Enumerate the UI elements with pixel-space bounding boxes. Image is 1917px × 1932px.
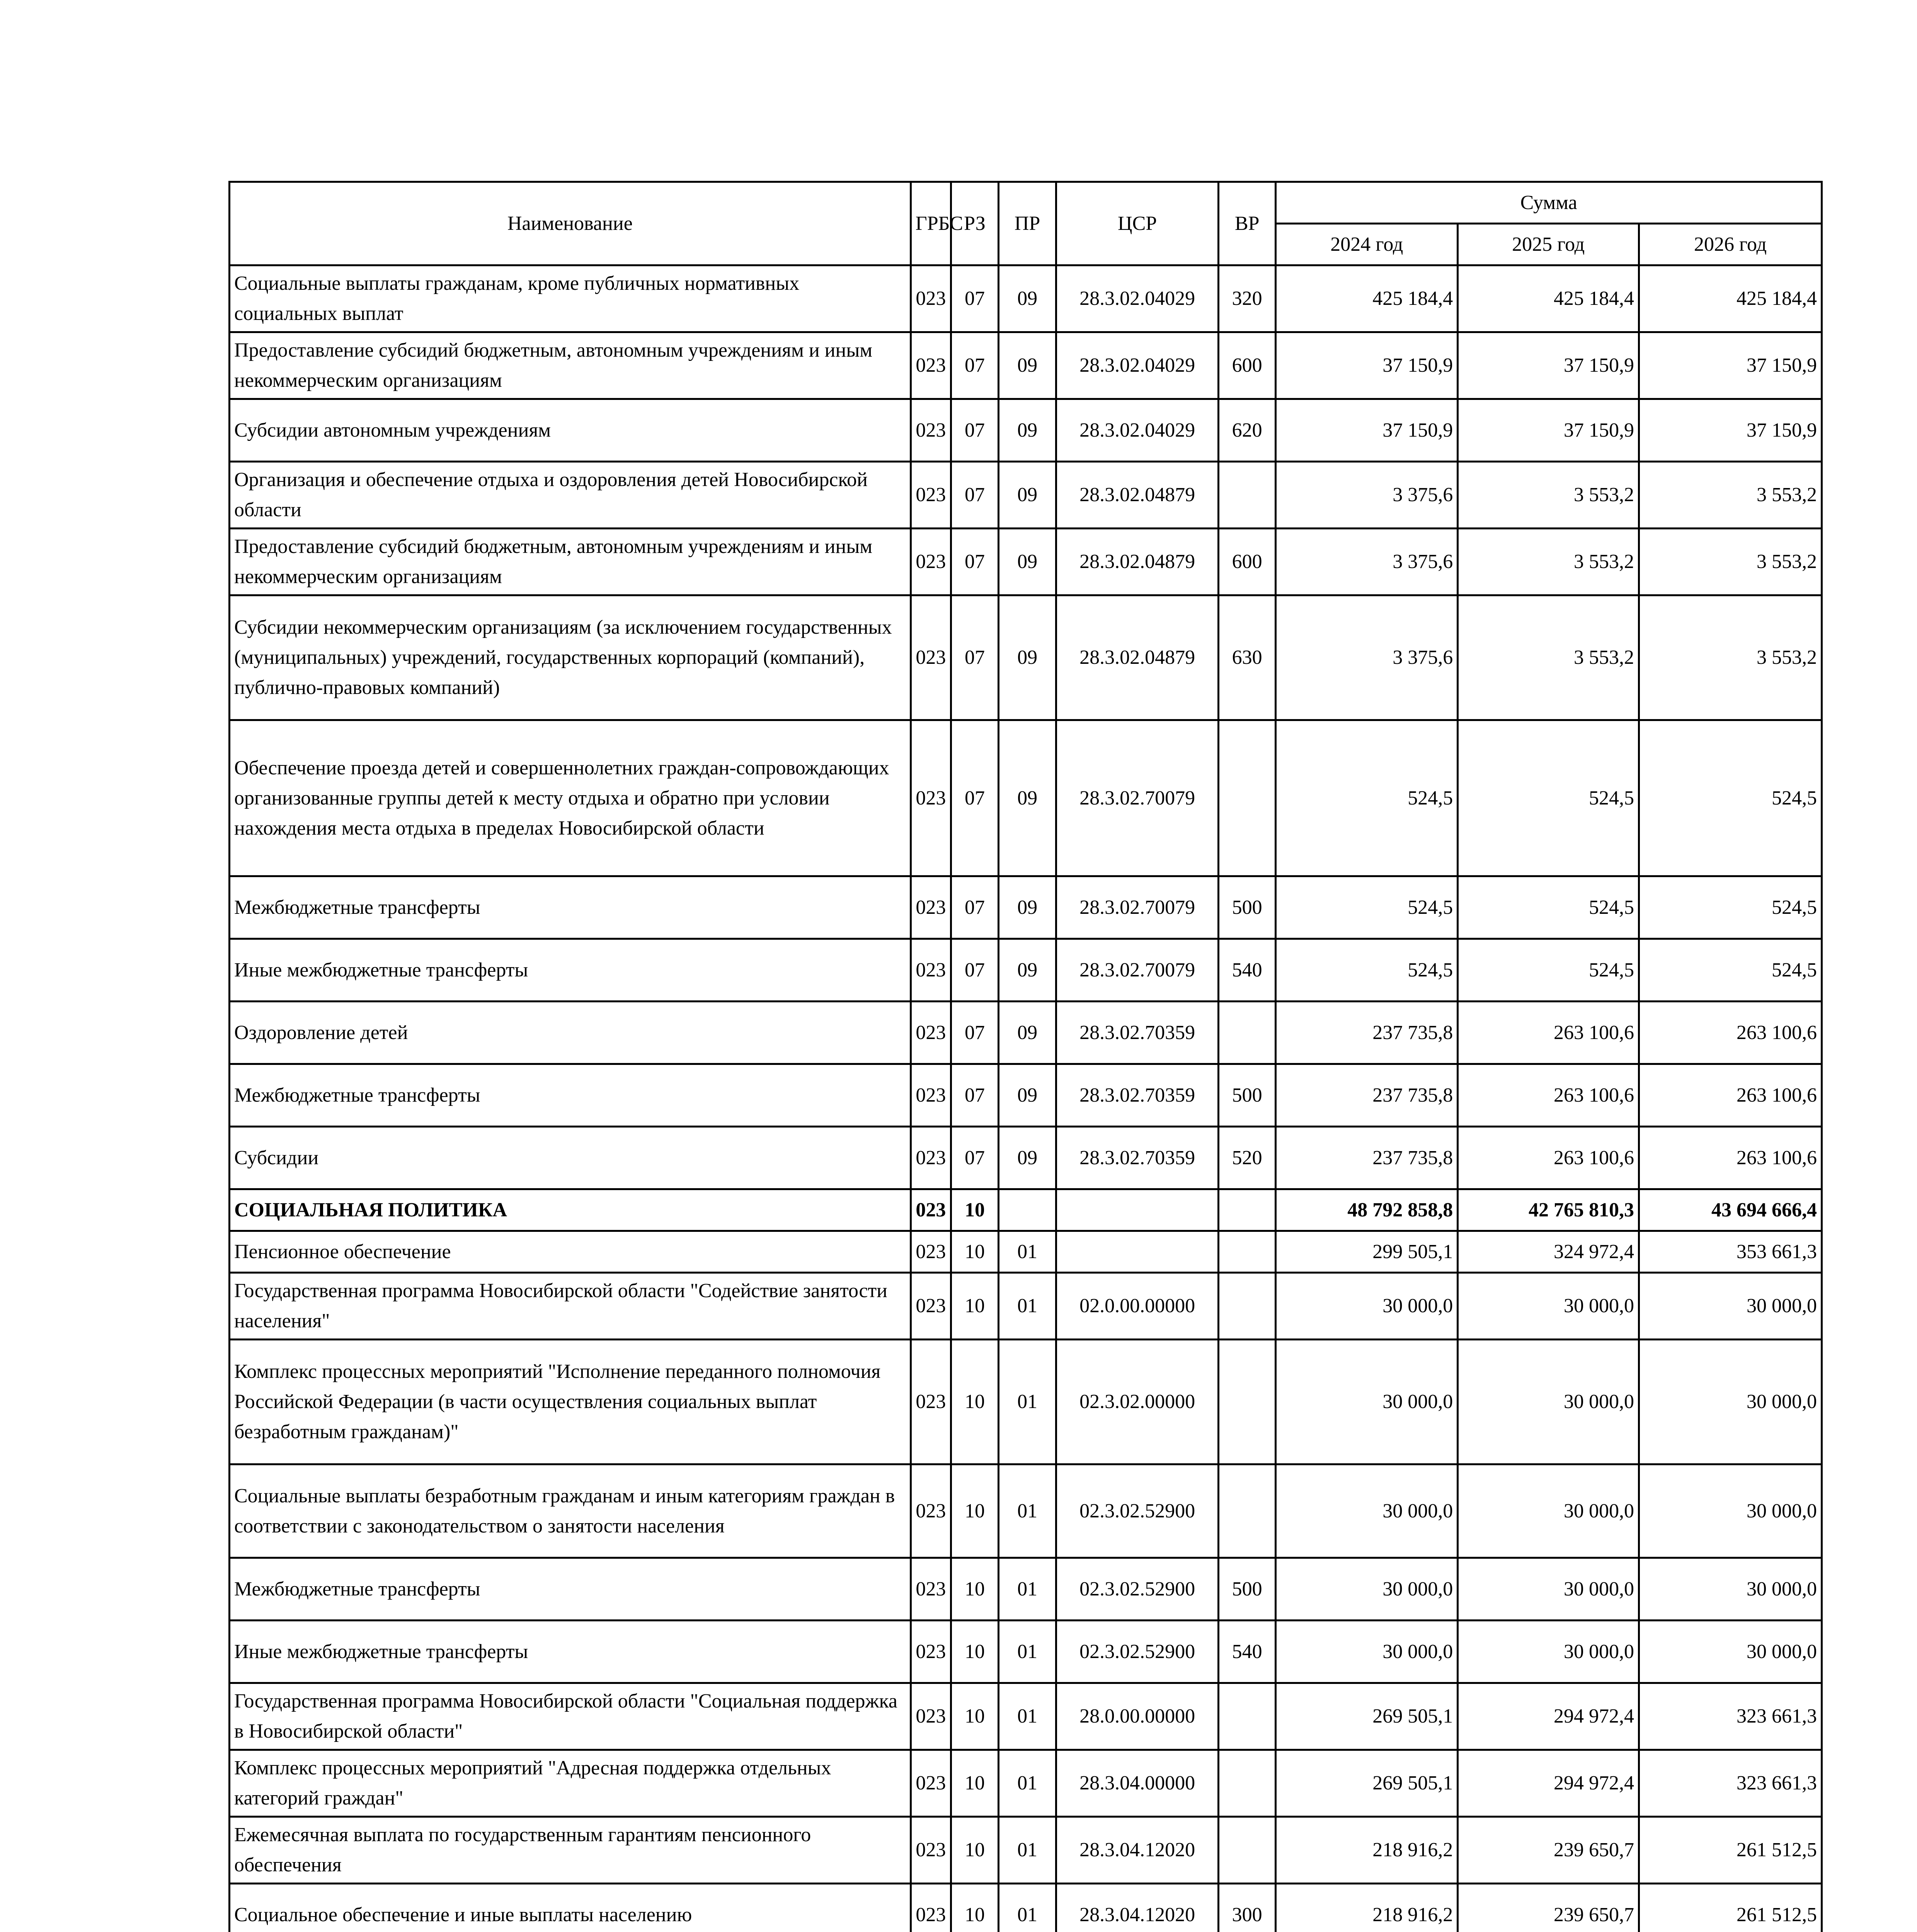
table-row <box>230 939 1822 1002</box>
cell-2024: 218 916,2 <box>1276 1884 1458 1932</box>
cell-vr: 300 <box>1218 1884 1275 1932</box>
cell-name: Субсидии автономным учреждениям <box>230 399 911 462</box>
cell-2025: 239 650,7 <box>1458 1817 1639 1884</box>
table-row <box>230 1817 1822 1884</box>
cell-2024: 269 505,1 <box>1276 1683 1458 1750</box>
cell-rz: 07 <box>951 595 999 720</box>
cell-vr: 320 <box>1218 265 1275 332</box>
cell-2026: 30 000,0 <box>1639 1340 1822 1464</box>
table-row <box>230 1273 1822 1340</box>
cell-grbs: 023 <box>911 1884 951 1932</box>
cell-vr <box>1218 1817 1275 1884</box>
cell-2024: 37 150,9 <box>1276 399 1458 462</box>
table-header <box>230 182 1822 265</box>
cell-2024: 30 000,0 <box>1276 1621 1458 1683</box>
cell-2026: 3 553,2 <box>1639 529 1822 595</box>
cell-2025: 3 553,2 <box>1458 529 1639 595</box>
cell-grbs: 023 <box>911 332 951 399</box>
table-row <box>230 1064 1822 1127</box>
cell-2026: 263 100,6 <box>1639 1064 1822 1127</box>
cell-2026: 43 694 666,4 <box>1639 1189 1822 1231</box>
table-body <box>230 265 1822 1932</box>
cell-2026: 261 512,5 <box>1639 1817 1822 1884</box>
cell-pr: 01 <box>998 1231 1056 1273</box>
header-vr: ВР <box>1218 182 1275 265</box>
table-row <box>230 1127 1822 1189</box>
cell-name: Государственная программа Новосибирской области "Социальная поддержка в Новосибирской области" <box>230 1683 911 1750</box>
cell-2024: 524,5 <box>1276 720 1458 876</box>
cell-name: Предоставление субсидий бюджетным, автономным учреждениям и иным некоммерческим организациям <box>230 332 911 399</box>
cell-csr: 28.3.02.70359 <box>1056 1002 1219 1064</box>
cell-2026: 3 553,2 <box>1639 462 1822 529</box>
cell-2024: 30 000,0 <box>1276 1273 1458 1340</box>
cell-csr: 28.3.02.04879 <box>1056 595 1219 720</box>
cell-csr: 28.3.02.04029 <box>1056 265 1219 332</box>
cell-2026: 353 661,3 <box>1639 1231 1822 1273</box>
cell-rz: 07 <box>951 876 999 939</box>
cell-csr <box>1056 1189 1219 1231</box>
cell-csr: 28.3.04.00000 <box>1056 1750 1219 1817</box>
cell-name: Организация и обеспечение отдыха и оздоровления детей Новосибирской области <box>230 462 911 529</box>
cell-2024: 237 735,8 <box>1276 1002 1458 1064</box>
table-row <box>230 1002 1822 1064</box>
cell-2026: 524,5 <box>1639 720 1822 876</box>
cell-csr: 28.3.02.70079 <box>1056 876 1219 939</box>
cell-grbs: 023 <box>911 462 951 529</box>
cell-2026: 425 184,4 <box>1639 265 1822 332</box>
cell-rz: 07 <box>951 332 999 399</box>
cell-rz: 10 <box>951 1884 999 1932</box>
table-row <box>230 1558 1822 1621</box>
cell-grbs: 023 <box>911 1817 951 1884</box>
cell-rz: 07 <box>951 939 999 1002</box>
cell-2025: 524,5 <box>1458 939 1639 1002</box>
cell-2026: 30 000,0 <box>1639 1558 1822 1621</box>
cell-pr: 01 <box>998 1683 1056 1750</box>
cell-vr <box>1218 1683 1275 1750</box>
cell-rz: 10 <box>951 1621 999 1683</box>
cell-vr: 620 <box>1218 399 1275 462</box>
cell-pr: 09 <box>998 1127 1056 1189</box>
header-grbs: ГРБС <box>911 182 951 265</box>
cell-pr: 01 <box>998 1621 1056 1683</box>
cell-grbs: 023 <box>911 1683 951 1750</box>
table-row <box>230 399 1822 462</box>
cell-2026: 524,5 <box>1639 876 1822 939</box>
cell-vr: 540 <box>1218 939 1275 1002</box>
cell-csr: 28.3.02.70079 <box>1056 720 1219 876</box>
cell-pr: 09 <box>998 720 1056 876</box>
cell-2024: 425 184,4 <box>1276 265 1458 332</box>
cell-2024: 3 375,6 <box>1276 595 1458 720</box>
cell-name: Обеспечение проезда детей и совершеннолетних граждан-сопровождающих организованные группы детей к месту отдыха и обратно при условии нахождения места отдыха в пределах Новосибирской области <box>230 720 911 876</box>
cell-2025: 30 000,0 <box>1458 1558 1639 1621</box>
budget-table <box>228 181 1823 1932</box>
header-sum: Сумма <box>1276 182 1822 224</box>
cell-vr <box>1218 1189 1275 1231</box>
table-row <box>230 1231 1822 1273</box>
cell-2024: 3 375,6 <box>1276 462 1458 529</box>
cell-pr: 01 <box>998 1817 1056 1884</box>
table-row <box>230 1340 1822 1464</box>
cell-2026: 37 150,9 <box>1639 399 1822 462</box>
cell-name: Оздоровление детей <box>230 1002 911 1064</box>
cell-2024: 30 000,0 <box>1276 1558 1458 1621</box>
table-row <box>230 1189 1822 1231</box>
table-row <box>230 1884 1822 1932</box>
cell-grbs: 023 <box>911 876 951 939</box>
cell-rz: 10 <box>951 1189 999 1231</box>
table-row <box>230 332 1822 399</box>
cell-grbs: 023 <box>911 399 951 462</box>
header-year-2025: 2025 год <box>1458 224 1639 265</box>
table-row <box>230 265 1822 332</box>
cell-grbs: 023 <box>911 1464 951 1558</box>
cell-vr <box>1218 1750 1275 1817</box>
cell-vr <box>1218 1464 1275 1558</box>
cell-2025: 425 184,4 <box>1458 265 1639 332</box>
cell-2025: 37 150,9 <box>1458 332 1639 399</box>
cell-name: Социальные выплаты безработным гражданам и иным категориям граждан в соответствии с законодательством о занятости населения <box>230 1464 911 1558</box>
cell-csr: 02.0.00.00000 <box>1056 1273 1219 1340</box>
cell-csr: 28.0.00.00000 <box>1056 1683 1219 1750</box>
cell-2026: 323 661,3 <box>1639 1750 1822 1817</box>
table-row <box>230 876 1822 939</box>
cell-name: Социальное обеспечение и иные выплаты населению <box>230 1884 911 1932</box>
cell-rz: 10 <box>951 1273 999 1340</box>
cell-grbs: 023 <box>911 939 951 1002</box>
cell-rz: 10 <box>951 1558 999 1621</box>
cell-vr: 500 <box>1218 1558 1275 1621</box>
table-row <box>230 1683 1822 1750</box>
table-row <box>230 720 1822 876</box>
cell-name: Социальные выплаты гражданам, кроме публичных нормативных социальных выплат <box>230 265 911 332</box>
cell-name: Межбюджетные трансферты <box>230 1064 911 1127</box>
cell-vr <box>1218 720 1275 876</box>
cell-2026: 30 000,0 <box>1639 1273 1822 1340</box>
cell-2024: 237 735,8 <box>1276 1064 1458 1127</box>
cell-csr: 28.3.02.70079 <box>1056 939 1219 1002</box>
cell-2024: 218 916,2 <box>1276 1817 1458 1884</box>
cell-vr: 520 <box>1218 1127 1275 1189</box>
cell-2026: 30 000,0 <box>1639 1464 1822 1558</box>
cell-grbs: 023 <box>911 1231 951 1273</box>
cell-csr: 28.3.04.12020 <box>1056 1884 1219 1932</box>
cell-pr: 01 <box>998 1750 1056 1817</box>
cell-vr <box>1218 1340 1275 1464</box>
cell-grbs: 023 <box>911 1002 951 1064</box>
cell-grbs: 023 <box>911 1189 951 1231</box>
cell-vr <box>1218 462 1275 529</box>
cell-2024: 30 000,0 <box>1276 1340 1458 1464</box>
cell-2024: 37 150,9 <box>1276 332 1458 399</box>
cell-name: Комплекс процессных мероприятий "Исполнение переданного полномочия Российской Федерации (в части осуществления социальных выплат безработным гражданам)" <box>230 1340 911 1464</box>
cell-rz: 10 <box>951 1750 999 1817</box>
cell-pr <box>998 1189 1056 1231</box>
cell-2025: 30 000,0 <box>1458 1464 1639 1558</box>
cell-grbs: 023 <box>911 1064 951 1127</box>
cell-pr: 01 <box>998 1558 1056 1621</box>
table-row <box>230 1750 1822 1817</box>
cell-2024: 524,5 <box>1276 939 1458 1002</box>
cell-name: Межбюджетные трансферты <box>230 876 911 939</box>
header-year-2024: 2024 год <box>1276 224 1458 265</box>
cell-2025: 263 100,6 <box>1458 1127 1639 1189</box>
cell-2024: 3 375,6 <box>1276 529 1458 595</box>
cell-csr: 28.3.04.12020 <box>1056 1817 1219 1884</box>
cell-grbs: 023 <box>911 720 951 876</box>
cell-2025: 3 553,2 <box>1458 462 1639 529</box>
cell-grbs: 023 <box>911 529 951 595</box>
cell-pr: 09 <box>998 939 1056 1002</box>
cell-rz: 07 <box>951 1127 999 1189</box>
table-row <box>230 595 1822 720</box>
cell-grbs: 023 <box>911 1558 951 1621</box>
cell-2025: 324 972,4 <box>1458 1231 1639 1273</box>
cell-rz: 10 <box>951 1464 999 1558</box>
cell-rz: 07 <box>951 265 999 332</box>
cell-2025: 30 000,0 <box>1458 1273 1639 1340</box>
cell-name: Иные межбюджетные трансферты <box>230 939 911 1002</box>
cell-vr: 500 <box>1218 876 1275 939</box>
cell-2025: 524,5 <box>1458 876 1639 939</box>
cell-rz: 10 <box>951 1683 999 1750</box>
cell-name: СОЦИАЛЬНАЯ ПОЛИТИКА <box>230 1189 911 1231</box>
cell-2024: 237 735,8 <box>1276 1127 1458 1189</box>
cell-grbs: 023 <box>911 1750 951 1817</box>
cell-csr: 28.3.02.04029 <box>1056 332 1219 399</box>
cell-pr: 09 <box>998 332 1056 399</box>
cell-2025: 30 000,0 <box>1458 1340 1639 1464</box>
cell-grbs: 023 <box>911 1127 951 1189</box>
cell-2026: 261 512,5 <box>1639 1884 1822 1932</box>
cell-2025: 30 000,0 <box>1458 1621 1639 1683</box>
cell-pr: 09 <box>998 1064 1056 1127</box>
cell-grbs: 023 <box>911 1273 951 1340</box>
cell-vr: 630 <box>1218 595 1275 720</box>
cell-vr: 500 <box>1218 1064 1275 1127</box>
cell-2026: 37 150,9 <box>1639 332 1822 399</box>
cell-2026: 323 661,3 <box>1639 1683 1822 1750</box>
cell-2025: 42 765 810,3 <box>1458 1189 1639 1231</box>
cell-csr: 28.3.02.04879 <box>1056 462 1219 529</box>
cell-2024: 269 505,1 <box>1276 1750 1458 1817</box>
cell-csr: 02.3.02.00000 <box>1056 1340 1219 1464</box>
cell-grbs: 023 <box>911 265 951 332</box>
header-year-2026: 2026 год <box>1639 224 1822 265</box>
cell-csr: 28.3.02.70359 <box>1056 1127 1219 1189</box>
cell-name: Иные межбюджетные трансферты <box>230 1621 911 1683</box>
cell-grbs: 023 <box>911 595 951 720</box>
cell-pr: 09 <box>998 529 1056 595</box>
cell-grbs: 023 <box>911 1340 951 1464</box>
cell-pr: 09 <box>998 876 1056 939</box>
header-pr: ПР <box>998 182 1056 265</box>
cell-pr: 01 <box>998 1340 1056 1464</box>
cell-vr: 540 <box>1218 1621 1275 1683</box>
cell-2025: 263 100,6 <box>1458 1002 1639 1064</box>
header-rz: РЗ <box>951 182 999 265</box>
cell-rz: 10 <box>951 1231 999 1273</box>
cell-vr: 600 <box>1218 332 1275 399</box>
cell-rz: 07 <box>951 462 999 529</box>
cell-2025: 263 100,6 <box>1458 1064 1639 1127</box>
cell-2025: 524,5 <box>1458 720 1639 876</box>
cell-2024: 299 505,1 <box>1276 1231 1458 1273</box>
cell-name: Государственная программа Новосибирской области "Содействие занятости населения" <box>230 1273 911 1340</box>
cell-2026: 524,5 <box>1639 939 1822 1002</box>
cell-vr <box>1218 1231 1275 1273</box>
cell-name: Комплекс процессных мероприятий "Адресная поддержка отдельных категорий граждан" <box>230 1750 911 1817</box>
cell-2026: 263 100,6 <box>1639 1127 1822 1189</box>
cell-rz: 07 <box>951 1064 999 1127</box>
cell-pr: 09 <box>998 462 1056 529</box>
cell-rz: 07 <box>951 720 999 876</box>
cell-pr: 01 <box>998 1464 1056 1558</box>
cell-csr: 28.3.02.70359 <box>1056 1064 1219 1127</box>
cell-name: Пенсионное обеспечение <box>230 1231 911 1273</box>
cell-name: Межбюджетные трансферты <box>230 1558 911 1621</box>
cell-2025: 3 553,2 <box>1458 595 1639 720</box>
cell-rz: 10 <box>951 1340 999 1464</box>
cell-vr: 600 <box>1218 529 1275 595</box>
cell-2026: 30 000,0 <box>1639 1621 1822 1683</box>
cell-rz: 07 <box>951 399 999 462</box>
cell-vr <box>1218 1002 1275 1064</box>
cell-csr: 02.3.02.52900 <box>1056 1558 1219 1621</box>
table-row <box>230 1621 1822 1683</box>
table-row <box>230 462 1822 529</box>
cell-csr: 02.3.02.52900 <box>1056 1464 1219 1558</box>
cell-pr: 09 <box>998 595 1056 720</box>
cell-2025: 294 972,4 <box>1458 1683 1639 1750</box>
cell-vr <box>1218 1273 1275 1340</box>
cell-csr: 02.3.02.52900 <box>1056 1621 1219 1683</box>
cell-2025: 239 650,7 <box>1458 1884 1639 1932</box>
cell-name: Ежемесячная выплата по государственным гарантиям пенсионного обеспечения <box>230 1817 911 1884</box>
cell-2024: 48 792 858,8 <box>1276 1189 1458 1231</box>
cell-grbs: 023 <box>911 1621 951 1683</box>
cell-name: Субсидии <box>230 1127 911 1189</box>
cell-csr <box>1056 1231 1219 1273</box>
cell-pr: 09 <box>998 399 1056 462</box>
cell-csr: 28.3.02.04029 <box>1056 399 1219 462</box>
cell-pr: 01 <box>998 1884 1056 1932</box>
cell-pr: 01 <box>998 1273 1056 1340</box>
table-row <box>230 529 1822 595</box>
header-name: Наименование <box>230 182 911 265</box>
cell-2025: 294 972,4 <box>1458 1750 1639 1817</box>
table-row <box>230 1464 1822 1558</box>
cell-rz: 07 <box>951 529 999 595</box>
cell-2025: 37 150,9 <box>1458 399 1639 462</box>
cell-2024: 524,5 <box>1276 876 1458 939</box>
cell-pr: 09 <box>998 265 1056 332</box>
cell-rz: 10 <box>951 1817 999 1884</box>
cell-pr: 09 <box>998 1002 1056 1064</box>
cell-2024: 30 000,0 <box>1276 1464 1458 1558</box>
cell-2026: 3 553,2 <box>1639 595 1822 720</box>
cell-name: Субсидии некоммерческим организациям (за исключением государственных (муниципальных) учреждений, государственных корпораций (компаний), публично-правовых компаний) <box>230 595 911 720</box>
cell-csr: 28.3.02.04879 <box>1056 529 1219 595</box>
cell-name: Предоставление субсидий бюджетным, автономным учреждениям и иным некоммерческим организациям <box>230 529 911 595</box>
header-csr: ЦСР <box>1056 182 1219 265</box>
cell-rz: 07 <box>951 1002 999 1064</box>
cell-2026: 263 100,6 <box>1639 1002 1822 1064</box>
